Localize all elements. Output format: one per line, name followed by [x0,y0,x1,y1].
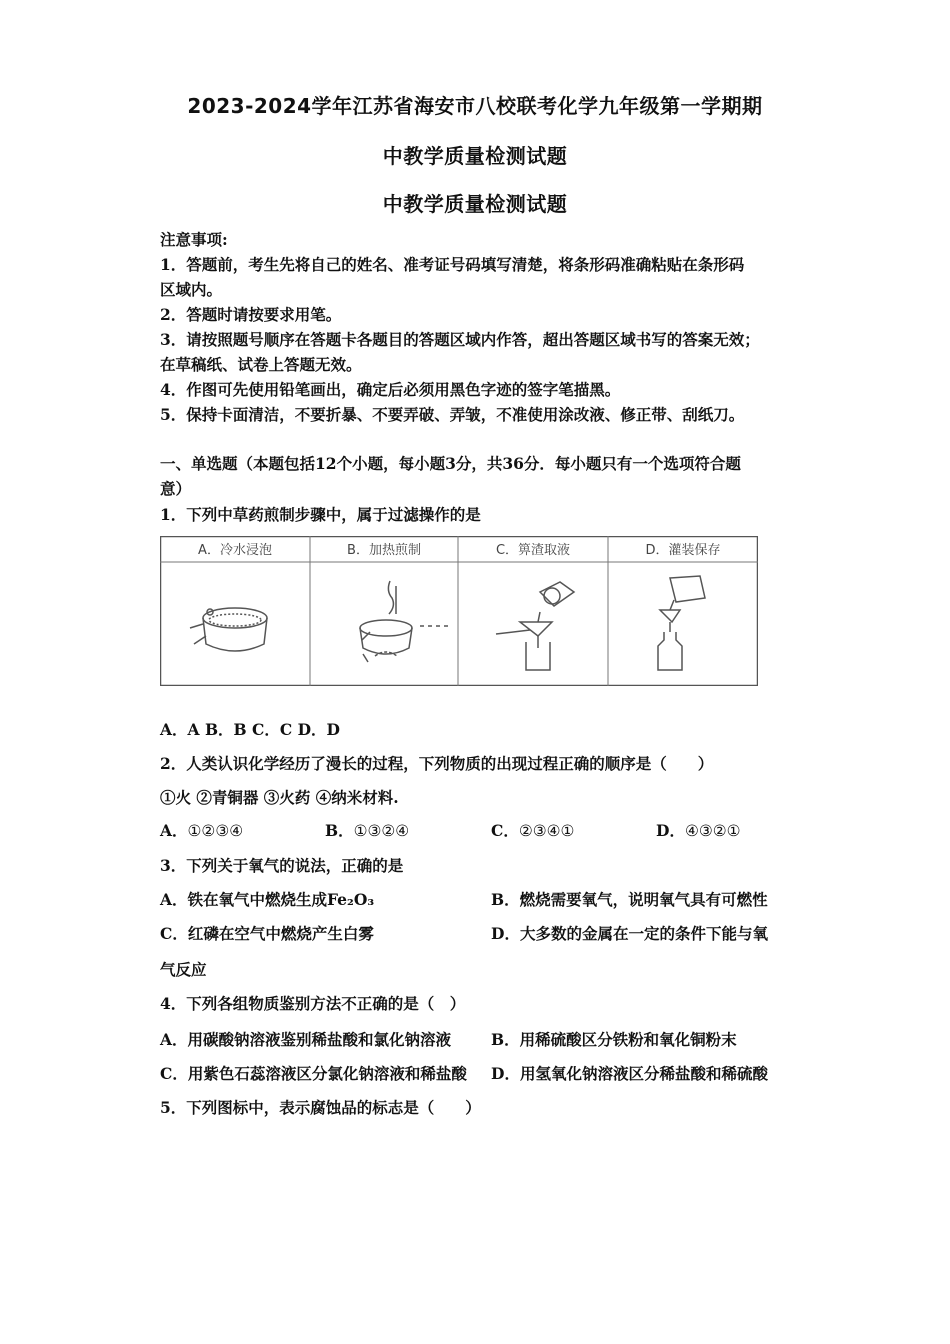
section-heading: 一、单选题（本题包括12个小题，每小题3分，共36分．每小题只有一个选项符合题 [160,454,741,473]
notice-item: 1．答题前，考生先将自己的姓名、准考证号码填写清楚，将条形码准确粘贴在条形码 [160,255,745,274]
q1-figure [160,536,758,686]
q3-option-d-cont: 气反应 [160,960,207,979]
notice-item: 在草稿纸、试卷上答题无效。 [160,355,362,374]
figure-label-b: B．加热煎制 [347,543,421,558]
q2-stem: 2．人类认识化学经历了漫长的过程，下列物质的出现过程正确的顺序是（ ） [160,754,714,773]
q1-options: A．A B．B C．C D．D [160,720,340,739]
q3-stem: 3．下列关于氧气的说法，正确的是 [160,856,404,875]
q2-items: ①火 ②青铜器 ③火药 ④纳米材料. [160,788,399,807]
q3-option-b: B．燃烧需要氧气，说明氧气具有可燃性 [491,890,768,909]
figure-label-c: C．箅渣取液 [495,543,571,558]
q2-option-a: A．①②③④ [160,821,244,840]
heating-pot-illustration [360,581,450,662]
page-title-line-1: 2023-2024学年江苏省海安市八校联考化学九年级第一学期期 [187,94,763,118]
q4-option-c: C．用紫色石蕊溶液区分氯化钠溶液和稀盐酸 [160,1064,467,1083]
q2-option-b: B．①③②④ [325,821,410,840]
notice-item: 3．请按照题号顺序在答题卡各题目的答题区域内作答，超出答题区域书写的答案无效； [160,330,760,349]
q2-option-d: D．④③②① [656,821,741,840]
page-title-line-3: 中教学质量检测试题 [382,192,568,216]
q2-option-c: C．②③④① [491,821,575,840]
notice-item: 5．保持卡面清洁，不要折暴、不要弄破、弄皱，不准使用涂改液、修正带、刮纸刀。 [160,405,745,424]
notice-heading: 注意事项: [160,230,228,249]
bottling-illustration [658,576,705,670]
notice-item: 区域内。 [160,280,223,299]
q3-option-d: D．大多数的金属在一定的条件下能与氧 [491,924,768,943]
figure-label-d: D．灌装保存 [645,543,721,558]
q4-option-a: A．用碳酸钠溶液鉴别稀盐酸和氯化钠溶液 [160,1030,452,1049]
q5-stem: 5．下列图标中，表示腐蚀品的标志是（ ） [160,1098,481,1117]
section-heading-cont: 意） [160,479,192,498]
notice-item: 2．答题时请按要求用笔。 [160,305,342,324]
filter-illustration [496,582,574,670]
q4-option-b: B．用稀硫酸区分铁粉和氧化铜粉末 [491,1030,737,1049]
figure-border [161,537,758,686]
q1-stem: 1．下列中草药煎制步骤中，属于过滤操作的是 [160,505,481,524]
q4-option-d: D．用氢氧化钠溶液区分稀盐酸和稀硫酸 [491,1064,768,1083]
q3-option-c: C．红磷在空气中燃烧产生白雾 [160,924,374,943]
figure-label-a: A．冷水浸泡 [198,543,272,558]
notice-item: 4．作图可先使用铅笔画出，确定后必须用黑色字迹的签字笔描黑。 [160,380,621,399]
pot-illustration [190,608,267,651]
q3-option-a: A．铁在氧气中燃烧生成Fe₂O₃ [160,890,375,909]
q4-stem: 4．下列各组物质鉴别方法不正确的是（ ） [160,994,466,1013]
page-title-line-2: 中教学质量检测试题 [382,144,568,168]
